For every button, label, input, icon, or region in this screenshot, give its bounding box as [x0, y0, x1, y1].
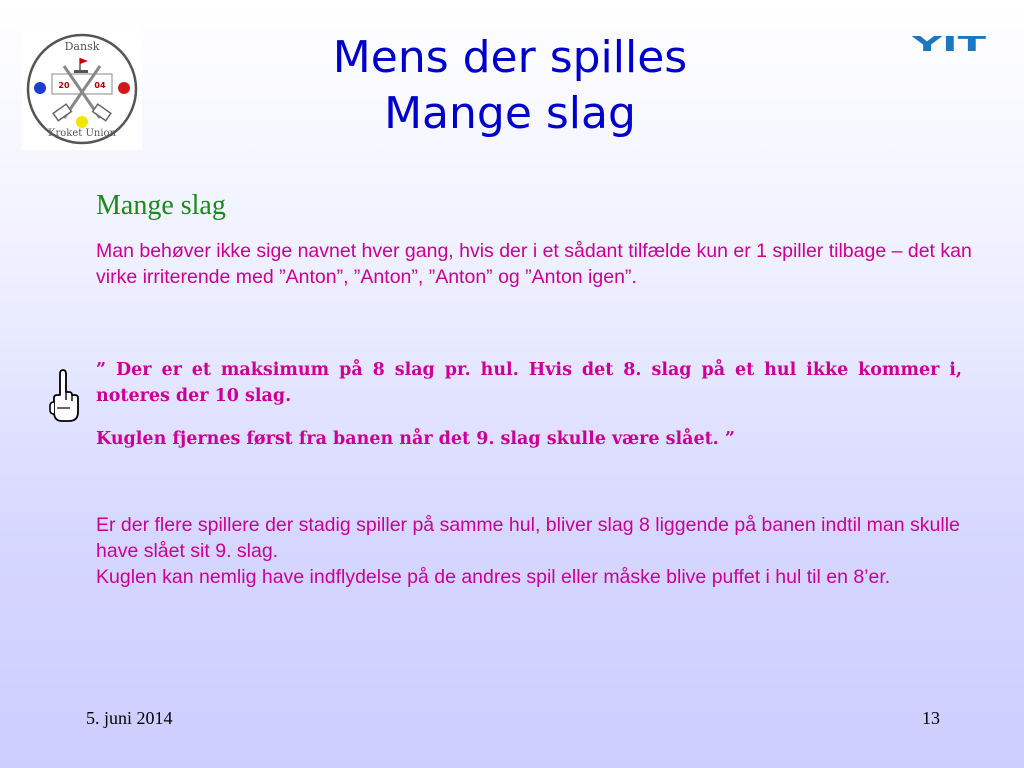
pointing-hand-icon [48, 368, 82, 424]
title-line-1: Mens der spilles [332, 32, 688, 83]
footer-date: 5. juni 2014 [86, 708, 173, 728]
subheading: Mange slag [96, 190, 226, 221]
paragraph-explanation [96, 512, 986, 590]
slide-title [260, 30, 760, 142]
svg-text:20: 20 [58, 81, 70, 90]
svg-text:04: 04 [94, 81, 106, 90]
svg-text:Kroket Union: Kroket Union [48, 128, 116, 139]
paragraph-explanation-line-1: Er der flere spillere der stadig spiller på samme hul, bliver slag 8 liggende på banen indtil man skulle have slået sit 9. slag. [96, 514, 960, 562]
page-number: 13 [922, 708, 940, 728]
paragraph-intro: Man behøver ikke sige navnet hver gang, hvis der i et sådant tilfælde kun er 1 spiller tilbage – det kan virke irriterende med ”Anton”, ”Anton”, ”Anton” og ”Anton igen”. [96, 240, 972, 288]
svg-text:Dansk: Dansk [64, 40, 100, 53]
title-line-2: Mange slag [384, 88, 636, 139]
paragraph-explanation-line-2: Kuglen kan nemlig have indflydelse på de andres spil eller måske blive puffet i hul til en 8’er. [96, 566, 891, 588]
rule-quote-1: ” Der er et maksimum på 8 slag pr. hul. Hvis det 8. slag på et hul ikke kommer i, noteres der 10 slag. [96, 360, 962, 406]
yit-logo [910, 34, 988, 54]
svg-text:YIT: YIT [910, 34, 987, 54]
croquet-union-logo [22, 28, 142, 150]
rule-quote-2: Kuglen fjernes først fra banen når det 9. slag skulle være slået. ” [96, 429, 735, 449]
